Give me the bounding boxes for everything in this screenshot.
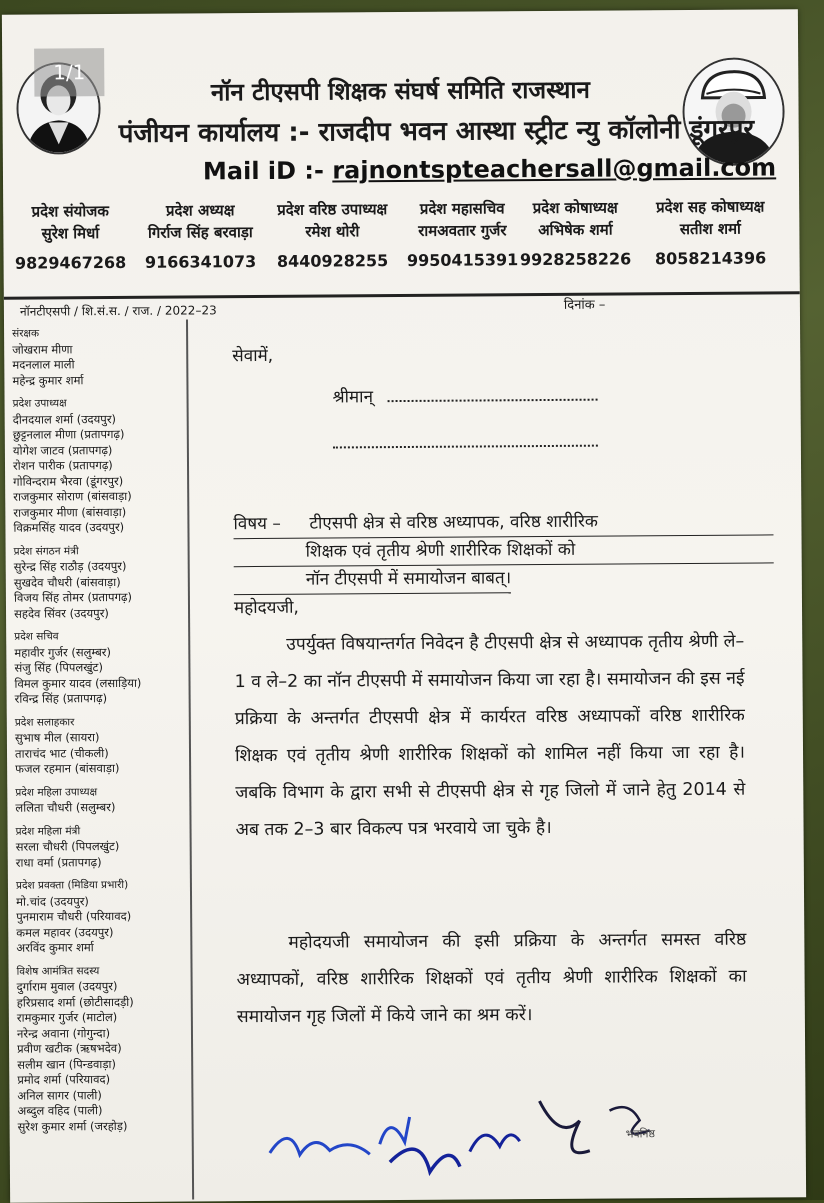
sidebar-group: [15, 784, 191, 816]
salutation-to: सेवामें,: [232, 345, 274, 367]
mail-line: [203, 153, 776, 185]
officer-5: [511, 196, 640, 271]
sidebar-group-title: प्रदेश संगठन मंत्री: [13, 544, 79, 558]
sidebar-member: छुट्टनलाल मीणा (प्रतापगढ़): [12, 426, 125, 442]
officer-title: प्रदेश अध्यक्ष: [165, 201, 235, 220]
officer-phone: 9166341073: [144, 252, 257, 272]
officer-title: प्रदेश सह कोषाध्यक्ष: [656, 197, 765, 217]
subject-line-1: विषय – टीएसपी क्षेत्र से वरिष्ठ अध्यापक, वरिष्ठ शारीरिक: [233, 507, 773, 539]
mail-label: Mail iD :-: [202, 156, 333, 186]
officer-name: रमेश थोरी: [305, 222, 360, 241]
sidebar-member: मदनलाल माली: [12, 357, 75, 372]
addressee-label: श्रीमान्: [332, 387, 374, 408]
sidebar-member: ललिता चौधरी (सलुम्बर): [15, 800, 116, 815]
letter-body: [232, 339, 772, 1028]
sidebar-group: [16, 877, 193, 956]
sidebar-member: पुनमाराम चौधरी (परियावद): [16, 908, 132, 924]
sidebar-member: सलीम खान (पिन्डवाड़ा): [17, 1056, 117, 1072]
officer-phone: 8440928255: [276, 251, 389, 271]
sidebar-group-title: प्रदेश सचिव: [14, 630, 59, 643]
org-name: नॉन टीएसपी शिक्षक संघर्ष समिति राजस्थान: [210, 75, 590, 107]
sidebar-member: अनिल सागर (पाली): [17, 1087, 102, 1103]
sidebar-member: राजकुमार मीणा (बांसवाड़ा): [13, 504, 127, 520]
sidebar-group-title: प्रदेश महिला उपाध्यक्ष: [15, 785, 98, 799]
officer-title: प्रदेश वरिष्ठ उपाध्यक्ष: [277, 200, 388, 219]
sidebar-member: राधा वर्मा (प्रतापगढ़): [15, 854, 102, 870]
sidebar-group-title: प्रदेश प्रवक्ता (मिडिया प्रभारी): [15, 878, 129, 892]
subject-block: [233, 507, 774, 595]
sidebar-member: विजय सिंह तोमर (प्रतापगढ़): [13, 589, 133, 605]
officer-name: अभिषेक शर्मा: [538, 220, 613, 240]
officer-name: गिर्राज सिंह बरवाड़ा: [147, 223, 253, 242]
officers-row: [3, 195, 800, 291]
sidebar-group-title: प्रदेश उपाध्यक्ष: [12, 397, 67, 410]
sidebar-member: राजकुमार सोराण (बांसवाड़ा): [13, 488, 132, 504]
officer-2: [127, 199, 274, 274]
officer-phone: 9829467268: [14, 252, 127, 273]
officer-name: सुरेश मिर्धा: [41, 224, 100, 243]
officer-title: प्रदेश कोषाध्यक्ष: [532, 198, 618, 218]
sidebar-member: मो.चांद (उदयपुर): [16, 893, 89, 909]
sidebar-member: हरिप्रसाद शर्मा (छोटीसादड़ी): [16, 994, 134, 1010]
sidebar-group: [14, 628, 191, 707]
sidebar-member: अरविंद कुमार शर्मा: [16, 940, 94, 955]
officer-title: प्रदेश संयोजक: [31, 202, 109, 221]
sidebar-group: [16, 823, 192, 871]
sidebar-member: दुर्गाराम मुवाल (उदयपुर): [16, 979, 118, 994]
sidebar-member: सुरेश कुमार शर्मा (जरहोड़): [17, 1118, 128, 1134]
sidebar-group: [16, 963, 193, 1135]
office-address: पंजीयन कार्यालय :- राजदीप भवन आस्था स्ट्रीट न्यु कॉलोनी डूंगरपुर: [118, 114, 755, 149]
officer-phone: 8058214396: [654, 248, 767, 269]
sidebar-member: विक्रमसिंह यादव (उदयपुर): [13, 519, 125, 535]
officer-4: [399, 197, 526, 272]
sidebar-member: रामकुमार गुर्जर (माटोल): [16, 1010, 118, 1025]
officer-1: [11, 200, 130, 275]
addressee-blank-line: [388, 399, 598, 402]
committee-sidebar: [12, 326, 194, 1143]
sidebar-member: जोखराम मीणा: [12, 341, 73, 357]
sidebar-member: अब्दुल वहिद (पाली): [17, 1103, 103, 1118]
page-counter-badge: 1/1: [34, 48, 104, 96]
sidebar-group: [15, 714, 191, 777]
sidebar-group: [12, 326, 188, 389]
sidebar-member: सुखदेव चौधरी (बांसवाड़ा): [13, 574, 121, 590]
sidebar-member: सुभाष मील (सायरा): [14, 730, 100, 745]
signatory-label: भवनिष्ठ: [625, 1127, 656, 1141]
sidebar-member: रविन्द्र सिंह (प्रतापगढ़): [14, 691, 108, 706]
sidebar-group-title: प्रदेश सलाहकार: [14, 715, 75, 729]
sidebar-group-title: विशेष आमंत्रित सदस्य: [16, 964, 100, 978]
officer-phone: 9950415391: [406, 250, 519, 270]
officer-3: [257, 198, 408, 273]
handwritten-signatures: [259, 1079, 780, 1193]
sidebar-member: नरेन्द्र अवाना (गोगुन्दा): [16, 1025, 111, 1041]
officer-name: सतीश शर्मा: [679, 219, 741, 239]
sidebar-group-title: प्रदेश महिला मंत्री: [15, 824, 81, 838]
reference-number: नॉनटीएसपी / शि.सं.स. / राज. / 2022–23: [19, 303, 217, 319]
sidebar-member: महावीर गुर्जर (सलुम्बर): [14, 644, 111, 660]
sidebar-member: प्रमोद शर्मा (परियावद): [17, 1072, 111, 1087]
sidebar-group-title: संरक्षक: [12, 327, 40, 340]
sidebar-member: विमल कुमार यादव (लसाड़िया): [14, 675, 142, 691]
sidebar-member: सहदेव सिंवर (उदयपुर): [13, 605, 109, 621]
sidebar-member: ताराचंद भाट (चीकली): [14, 745, 109, 761]
sidebar-member: फजल रहमान (बांसवाड़ा): [15, 760, 120, 776]
addressee-blank-line-2: [333, 445, 598, 449]
sidebar-member: सरला चौधरी (पिपलखुंट): [15, 838, 120, 854]
officer-name: रामअवतार गुर्जर: [418, 221, 507, 240]
sidebar-member: दीनदयाल शर्मा (उदयपुर): [12, 411, 117, 427]
sidebar-group: [14, 543, 191, 622]
subject-line-2: शिक्षक एवं तृतीय श्रेणी शारीरिक शिक्षकों को: [234, 535, 774, 567]
sidebar-member: कमल महावर (उदयपुर): [16, 924, 114, 940]
sidebar-member: संजु सिंह (पिपलखुंट): [14, 660, 103, 675]
date-label: दिनांक –: [563, 297, 606, 313]
officer-6: [627, 195, 794, 270]
letterhead-page: [2, 9, 806, 1203]
paragraph-1: उपर्युक्त विषयान्तर्गत निवेदन है टीएसपी क्षेत्र से अध्यापक तृतीय श्रेणी ले–1 व ले–2 का नॉन टीएसपी में समायोजन किया जा रहा है। समायोजन की इस नई प्रक्रिया के अन्तर्गत टीएसपी क्षेत्र में कार्यरत वरिष्ठ अध्यापकों वरिष्ठ शारीरिक शिक्षक एवं तृतीय श्रेणी शारीरिक शिक्षकों को शामिल नहीं किया जा रहा है। जबकि विभाग के द्वारा सभी से टीएसपी क्षेत्र से गृह जिलो में जाने हेतु 2014 से अब तक 2–3 बार विकल्प पत्र भरवाये जा चुके है।: [234, 631, 746, 841]
sidebar-member: रोशन पारीक (प्रतापगढ़): [12, 458, 113, 473]
subject-line-3: नॉन टीएसपी में समायोजन बाबत्।: [234, 565, 512, 595]
officer-phone: 9928258226: [519, 249, 632, 270]
sidebar-member: सुरेन्द्र सिंह राठौड़ (उदयपुर): [13, 558, 127, 574]
sidebar-member: गोविन्दराम भैरवा (डूंगरपुर): [13, 473, 124, 489]
header-divider: [4, 291, 800, 300]
sidebar-member: प्रवीण खटीक (ऋषभदेव): [17, 1040, 122, 1056]
officer-title: प्रदेश महासचिव: [419, 199, 505, 218]
subject-label: विषय –: [233, 513, 281, 535]
sidebar-member: महेन्द्र कुमार शर्मा: [12, 372, 84, 388]
paragraph-2: महोदयजी समायोजन की इसी प्रक्रिया के अन्तर्गत समस्त वरिष्ठ अध्यापकों, वरिष्ठ शारीरिक शिक्षकों एवं तृतीय श्रेणी शारीरिक शिक्षकों का समायोजन गृह जिलों में किये जाने का श्रम करें।: [236, 929, 747, 1028]
mail-address: rajnontspteachersall@gmail.com: [332, 153, 777, 185]
greeting: महोदयजी,: [233, 597, 299, 619]
sidebar-member: योगेश जाटव (प्रतापगढ़): [12, 442, 113, 458]
sidebar-group: [13, 395, 190, 536]
